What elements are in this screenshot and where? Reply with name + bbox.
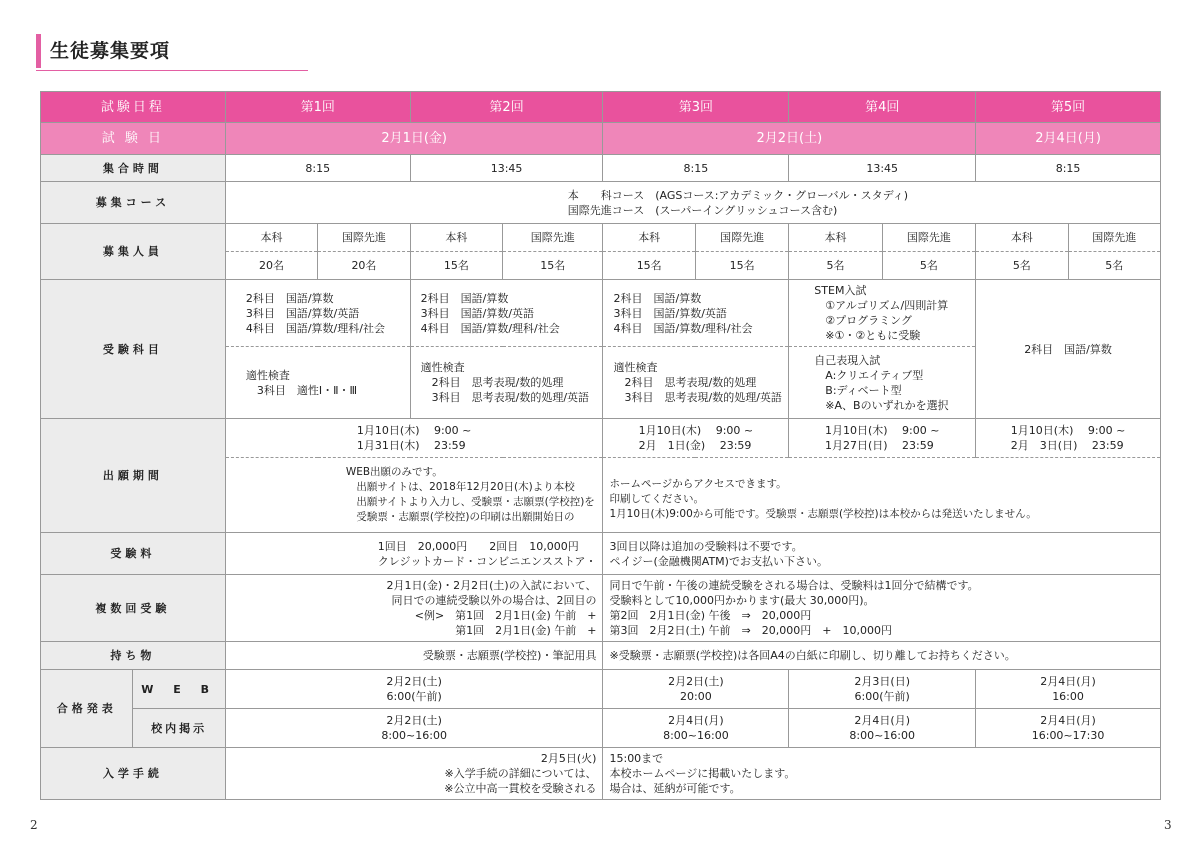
application-note-left [225,458,603,533]
subjects-round4-self-text: 自己表現入試 A:クリエイティブ型 B:ディベート型 ※A、Bのいずれかを選択 [814,353,949,412]
results-web-4 [789,670,976,709]
fee-label: 受験料 [41,533,226,575]
application-period-3-text: 1月10日(木) 9:00 ~ 2月 1日(金) 23:59 [638,424,754,452]
multi-exam-right-text: 同日で午前・午後の連続受験をされる場合は、受験料は1回分で結構です。 受験料として10,000円かかります(最大 30,000円)。 第2回 2月1日(金) 午後 ⇒ 20,000円 第3回 2月2日(土) 午前 ⇒ 20,000円 + 10,000円 [609,579,979,637]
multi-exam-label: 複数回受験 [41,575,226,642]
results-board-5 [976,709,1161,748]
assembly-time-2: 13:45 [410,155,603,182]
capacity-value-4: 15名 [503,252,603,280]
application-period-12 [225,419,603,458]
subjects-round3-aptitude [603,347,789,419]
subjects-round2-standard [410,280,603,347]
round-3: 第3回 [603,92,789,123]
capacity-header-7: 本科 [789,224,882,252]
multi-exam-left-text: 2月1日(金)・2月2日(土)の入試において、 同日での連続受験以外の場合は、2回目の <例> 第1回 2月1日(金) 午前 + 第1回 2月1日(金) 午前 + [386,579,597,637]
subjects-round4-stem-text: STEM入試 ①アルゴリズム/四則計算 ②プログラミング ※①・②ともに受験 [814,284,949,342]
results-web-12-text: 2月2日(土) 6:00(午前) [386,675,442,703]
capacity-header-8: 国際先進 [882,224,975,252]
results-web-label: W E B [133,670,225,709]
course-line-2: 国際先進コース (スーパーイングリッシュコース含む) [567,203,838,217]
results-board-4-text: 2月4日(月) 8:00~16:00 [849,714,916,742]
capacity-value-8: 5名 [882,252,975,280]
results-web-5 [976,670,1161,709]
results-web-5-text: 2月4日(月) 16:00 [1040,675,1096,703]
capacity-value-1: 20名 [225,252,317,280]
capacity-value-6: 15名 [695,252,788,280]
results-board-3 [603,709,789,748]
subjects-round2-aptitude [410,347,603,419]
assembly-label: 集合時間 [41,155,226,182]
subjects-round3-standard [603,280,789,347]
page-number-right: 3 [1164,818,1172,832]
capacity-value-10: 5名 [1068,252,1160,280]
capacity-header-9: 本科 [976,224,1068,252]
capacity-label: 募集人員 [41,224,226,280]
results-board-12 [225,709,603,748]
assembly-time-3: 8:15 [603,155,789,182]
round-5: 第5回 [976,92,1161,123]
enrollment-label: 入学手続 [41,748,226,800]
capacity-header-10: 国際先進 [1068,224,1160,252]
application-period-12-text: 1月10日(木) 9:00 ~ 1月31日(木) 23:59 [356,424,472,452]
title-accent-bar [36,34,41,68]
subjects-round1-aptitude [225,347,410,419]
subjects-round1-standard [225,280,410,347]
subjects-round1-aptitude-text: 適性検査 3科目 適性Ⅰ・Ⅱ・Ⅲ [245,368,358,397]
subjects-round3-aptitude-text: 適性検査 2科目 思考表現/数的処理 3科目 思考表現/数的処理/英語 [613,361,782,404]
subjects-round4-stem [789,280,976,347]
results-board-3-text: 2月4日(月) 8:00~16:00 [663,714,729,742]
application-period-5 [976,419,1161,458]
results-board-12-text: 2月2日(土) 8:00~16:00 [381,714,447,742]
courses-cell [225,182,1160,224]
subjects-round3-standard-text: 2科目 国語/算数 3科目 国語/算数/英語 4科目 国語/算数/理科/社会 [613,291,753,335]
multi-exam-left [225,575,603,642]
capacity-header-6: 国際先進 [695,224,788,252]
application-label: 出願期間 [41,419,226,533]
enrollment-right-text: 15:00まで 本校ホームページに掲載いたします。 場合は、延納が可能です。 [609,752,796,795]
assembly-time-5: 8:15 [976,155,1161,182]
application-period-5-text: 1月10日(木) 9:00 ~ 2月 3日(日) 23:59 [1010,424,1126,452]
page-title: 生徒募集要項 [50,40,171,62]
application-note-right [603,458,1161,533]
exam-date-feb1: 2月1日(金) [225,123,603,155]
capacity-value-9: 5名 [976,252,1068,280]
capacity-header-3: 本科 [410,224,502,252]
capacity-value-2: 20名 [318,252,410,280]
results-board-label: 校内掲示 [133,709,225,748]
results-board-5-text: 2月4日(月) 16:00~17:30 [1031,714,1105,742]
assembly-time-4: 13:45 [789,155,976,182]
page-title-block [36,32,308,72]
capacity-value-5: 15名 [603,252,695,280]
enrollment-left-text: 2月5日(火) ※入学手続の詳細については、 ※公立中高一貫校を受験される [444,752,597,795]
subjects-round5: 2科目 国語/算数 [976,280,1161,419]
application-period-4 [789,419,976,458]
exam-date-label: 試 験 日 [41,123,226,155]
capacity-header-5: 本科 [603,224,695,252]
subjects-round4-self [789,347,976,419]
fee-right-text: 3回目以降は追加の受験料は不要です。 ペイジー(金融機関ATM)でお支払い下さい。 [609,539,828,568]
belongings-label: 持ち物 [41,642,226,670]
results-board-4 [789,709,976,748]
fee-left-text: 1回目 20,000円 2回目 10,000円 クレジットカード・コンビニエンスストア・ [377,539,597,568]
capacity-value-7: 5名 [789,252,882,280]
results-web-3-text: 2月2日(土) 20:00 [668,675,724,703]
admission-table [40,91,1161,800]
enrollment-left [225,748,603,800]
courses-label: 募集コース [41,182,226,224]
round-2: 第2回 [410,92,603,123]
round-1: 第1回 [225,92,410,123]
subjects-round1-standard-text: 2科目 国語/算数 3科目 国語/算数/英語 4科目 国語/算数/理科/社会 [245,291,385,335]
results-web-12 [225,670,603,709]
course-line-1: 本 科コース (AGSコース:アカデミック・グローバル・スタディ) [567,188,909,202]
capacity-value-3: 15名 [410,252,502,280]
application-note-left-text: WEB出願のみです。 出願サイトは、2018年12月20日(木)より本校 出願サイトより入力し、受験票・志願票(学校控)を 受験票・志願票(学校控)の印刷は出願開始日の [345,466,595,523]
title-underline [36,70,308,71]
subjects-round2-aptitude-text: 適性検査 2科目 思考表現/数的処理 3科目 思考表現/数的処理/英語 [420,361,590,404]
fee-left [225,533,603,575]
capacity-header-1: 本科 [225,224,317,252]
fee-right [603,533,1161,575]
multi-exam-right [603,575,1161,642]
capacity-header-2: 国際先進 [318,224,410,252]
assembly-time-1: 8:15 [225,155,410,182]
exam-date-feb4: 2月4日(月) [976,123,1161,155]
results-web-4-text: 2月3日(日) 6:00(午前) [854,675,910,703]
application-period-4-text: 1月10日(木) 9:00 ~ 1月27日(日) 23:59 [824,424,940,452]
application-note-right-text: ホームページからアクセスできます。 印刷してください。 1月10日(木)9:00から可能です。受験票・志願票(学校控)は本校からは発送いたしません。 [609,478,1037,520]
subjects-round2-standard-text: 2科目 国語/算数 3科目 国語/算数/英語 4科目 国語/算数/理科/社会 [420,291,560,335]
page-number-left: 2 [30,818,38,832]
round-4: 第4回 [789,92,976,123]
belongings-left: 受験票・志願票(学校控)・筆記用具 [225,642,603,670]
belongings-right: ※受験票・志願票(学校控)は各回A4の白紙に印刷し、切り離してお持ちください。 [603,642,1161,670]
schedule-label: 試験日程 [41,92,226,123]
subjects-label: 受験科目 [41,280,226,419]
results-web-3 [603,670,789,709]
exam-date-feb2: 2月2日(土) [603,123,976,155]
enrollment-right [603,748,1161,800]
application-period-3 [603,419,789,458]
capacity-header-4: 国際先進 [503,224,603,252]
results-label: 合格発表 [41,670,133,748]
